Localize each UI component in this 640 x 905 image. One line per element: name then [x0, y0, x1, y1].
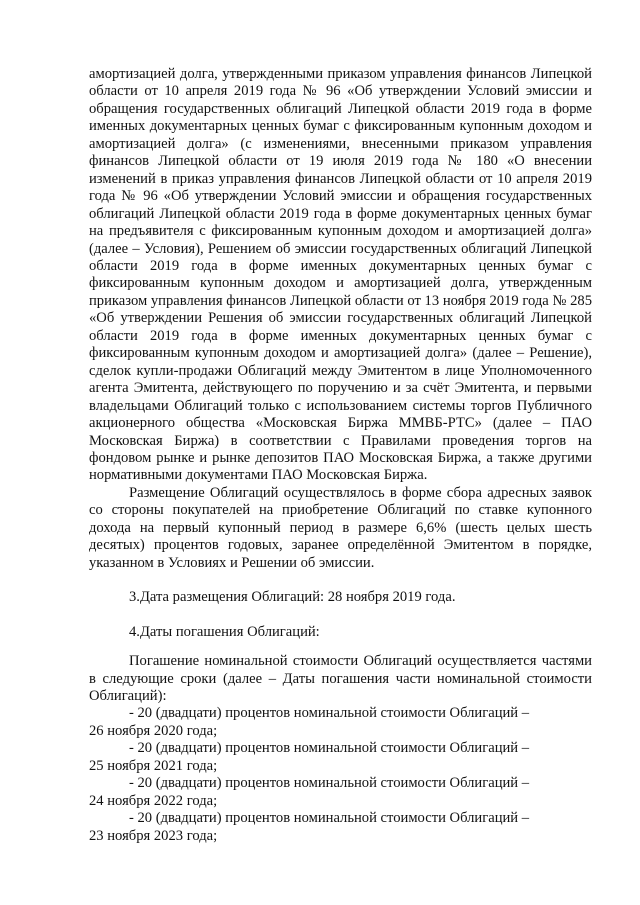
list-item: [89, 810, 592, 845]
repayment-date: 23 ноября 2023 года;: [89, 827, 218, 844]
repayment-date: 24 ноября 2022 года;: [89, 792, 218, 809]
repayment-date: 26 ноября 2020 года;: [89, 722, 218, 739]
heading-redemption-dates: 4.Даты погашения Облигаций:: [129, 623, 320, 640]
heading-placement-date: 3.Дата размещения Облигаций: 28 ноября 2019 года.: [129, 589, 456, 606]
repayment-date: 25 ноября 2021 года;: [89, 757, 218, 774]
list-item: [89, 775, 592, 810]
paragraph-placement-terms: амортизацией долга, утвержденными приказом управления финансов Липецкой области от 10 апреля 2019 года № 96 «Об утверждении Условий эмиссии и обращения государственных облигаций Липецкой области 2019 года в форме именных документарных ценных бумаг с фиксированным купонным доходом и амортизацией долга» (с изменениями, внесенными приказом управления финансов Липецкой области от 19 июля 2019 года № 180 «О внесении изменений в приказ управления финансов Липецкой области от 10 апреля 2019 года № 96 «Об утверждении Условий эмиссии и обращения государственных облигаций Липецкой области 2019 года в форме документарных ценных бумаг на предъявителя с фиксированным купонным доходом и амортизацией долга» (далее – Условия), Решением об эмиссии государственных облигаций Липецкой области 2019 года в форме именных документарных ценных бумаг с фиксированным купонным доходом и амортизацией долга, утвержденным приказом управления финансов Липецкой области от 13 ноября 2019 года № 285 «Об утверждении Решения об эмиссии государственных облигаций Липецкой области 2019 года в форме именных документарных ценных бумаг с фиксированным купонным доходом и амортизацией долга» (далее – Решение), сделок купли-продажи Облигаций между Эмитентом в лице Уполномоченного агента Эмитента, действующего по поручению и за счёт Эмитента, и первыми владельцами Облигаций только с использованием системы торгов Публичного акционерного общества «Московская Биржа ММВБ-РТС» (далее – ПАО Московская Биржа) в соответствии с Правилами проведения торгов на фондовом рынке и рынке депозитов ПАО Московская Биржа, а также другими нормативными документами ПАО Московская Биржа.: [89, 66, 592, 484]
list-item: [89, 740, 592, 775]
list-item: [89, 705, 592, 740]
repayment-list: [89, 705, 592, 845]
repayment-share: - 20 (двадцати) процентов номинальной стоимости Облигаций –: [129, 705, 530, 722]
repayment-share: - 20 (двадцати) процентов номинальной стоимости Облигаций –: [129, 775, 530, 792]
paragraph-redemption-intro: Погашение номинальной стоимости Облигаций осуществляется частями в следующие сроки (далее – Даты погашения части номинальной стоимости Облигаций):: [89, 653, 592, 704]
repayment-share: - 20 (двадцати) процентов номинальной стоимости Облигаций –: [129, 810, 530, 827]
repayment-share: - 20 (двадцати) процентов номинальной стоимости Облигаций –: [129, 740, 530, 757]
paragraph-placement-method: Размещение Облигаций осуществлялось в форме сбора адресных заявок со стороны покупателей на приобретение Облигаций по ставке купонного дохода на первый купонный период в размере 6,6% (шесть целых шесть десятых) процентов годовых, заранее определённой Эмитентом в порядке, указанном в Условиях и Решении об эмиссии.: [89, 484, 592, 571]
